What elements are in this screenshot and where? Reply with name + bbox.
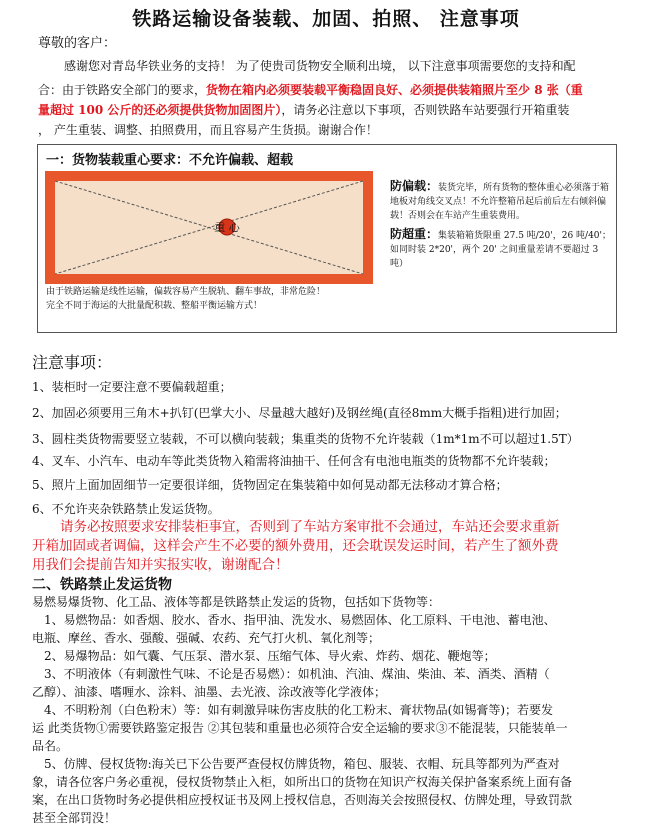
banned-line: 案，在出口货物时务必提供相应授权证书及网上授权信息，否则海关会按照侵权、仿牌处理，导致罚款 [32,793,573,807]
anti-bias-text: 装货完毕，所有货物的整体重心必须落于箱地板对角线交叉点！不允许整箱吊起后前后左右倾斜偏载！否则会在车站产生重装费用。 [390,183,610,221]
box-caption [46,285,386,313]
intro-line-2 [38,80,638,100]
banned-line: 5、仿牌、侵权货物:海关已下公告要严查侵权仿牌货物，箱包、服装、衣帽、玩具等都列为严查对 [32,757,560,771]
anti-bias-title: 防偏载： [390,179,439,193]
anti-overweight-note [390,227,614,271]
warning-paragraph [32,518,632,575]
warning-line: 开箱加固或者调偏，这样会产生不必要的额外费用，还会耽误发运时间，若产生了额外费 [32,538,559,554]
caption-line-2: 完全不同于海运的大批量配积载、整船平衡运输方式！ [46,301,263,311]
loading-requirements-box [37,144,617,333]
note-item: 6、不允许夹杂铁路禁止发运货物。 [32,502,220,516]
banned-heading: 二、铁路禁止发运货物 [32,577,172,593]
box-title: 一：货物装载重心要求：不允许偏载、超载 [46,153,294,168]
banned-goods-list [32,593,637,827]
center-label: 重 心 [214,221,240,234]
intro-line-2-red: 货物在箱内必须要装载平衡稳固良好、必须提供装箱照片至少 8 张（重 [206,83,583,97]
banned-line: 4、不明粉剂（白色粉末）等：如有刺激异味伤害皮肤的化工粉末、膏状物品(如锡膏等)；若要发 [32,703,554,717]
banned-line: 易燃易爆货物、化工品、液体等都是铁路禁止发运的货物，包括如下货物等： [32,595,441,609]
greeting: 尊敬的客户： [38,36,117,51]
banned-line: 3、不明液体（有刺激性气味、不论是否易燃）：如机油、汽油、煤油、柴油、苯、酒类、酒精（ [32,667,550,681]
intro-line-4: ， 产生重装、调整、拍照费用，而且容易产生货损。谢谢合作！ [38,123,378,137]
banned-line: 品名。 [32,739,69,753]
banned-line: 电瓶、摩丝、香水、强酸、强碱、农药、充气打火机、氧化剂等； [32,631,381,645]
container-diagram [45,171,373,284]
intro-line-3-text: ，请务必注意以下事项，否则铁路车站要强行开箱重装 [281,103,570,117]
intro-line-1: 感谢您对青岛华铁业务的支持！ 为了使贵司货物安全顺利出境， 以下注意事项需要您的支持和配 [64,59,576,73]
page-title: 铁路运输设备装载、加固、拍照、 注意事项 [132,8,520,30]
anti-overweight-text: 集装箱箱货限重 27.5 吨/20'，26 吨/40'；如同时装 2*20'，两个 20' 之间重量差请不要超过 3 吨） [390,231,612,269]
warning-line: 用我们会提前告知并实报实收，谢谢配合！ [32,557,289,573]
banned-line: 1、易燃物品：如香烟、胶水、香水、指甲油、洗发水、易燃固体、化工原料、干电池、蓄电池、 [32,613,556,627]
banned-line: 甚至全部罚没！ [32,811,117,825]
note-item: 4、叉车、小汽车、电动车等此类货物入箱需将油抽干、任何含有电池电瓶类的货物都不允许装载； [32,454,556,468]
intro-line-3-red: 量超过 100 公斤的还必须提供货物加固图片） [38,103,282,117]
banned-line: 乙醇）、油漆、嗜喱水、涂料、油墨、去光液、涂改液等化学液体； [32,685,387,699]
anti-bias-note [390,179,614,223]
anti-overweight-title: 防超重： [390,227,439,241]
intro-line-2-text: 合：由于铁路安全部门的要求， [38,83,207,97]
note-item: 2、加固必须要用三角木+扒钉(巴掌大小、尽量越大越好)及钢丝绳(直径8mm大概手指粗)进行加固； [32,406,567,420]
banned-line: 2、易爆物品：如气囊、气压泵、潜水泵、压缩气体、导火索、炸药、烟花、鞭炮等； [32,649,496,663]
banned-line: 象，请各位客户务必重视，侵权货物禁止入柜，如所出口的货物在知识产权海关保护备案系统上面有备 [32,775,573,789]
warning-line: 请务必按照要求安排装柜事宜，否则到了车站方案审批不会通过，车站还会要求重新 [60,519,560,535]
note-item: 1、装柜时一定要注意不要偏载超重； [32,380,232,394]
intro-line-3 [38,100,638,120]
note-item: 5、照片上面加固细节一定要很详细，货物固定在集装箱中如何晃动都无法移动才算合格； [32,478,508,492]
note-item: 3、圆柱类货物需要竖立装载，不可以横向装载；集重类的货物不允许装载（1m*1m不可以超过1.5T） [32,432,579,446]
caption-line-1: 由于铁路运输是线性运输，偏载容易产生脱轨、翻车事故，非常危险！ [46,287,326,297]
banned-line: 运 此类货物①需要铁路鉴定报告 ②其包装和重量也必须符合安全运输的要求③不能混装，只能装单一 [32,721,568,735]
notes-heading: 注意事项： [32,353,113,372]
side-notes [390,179,614,271]
